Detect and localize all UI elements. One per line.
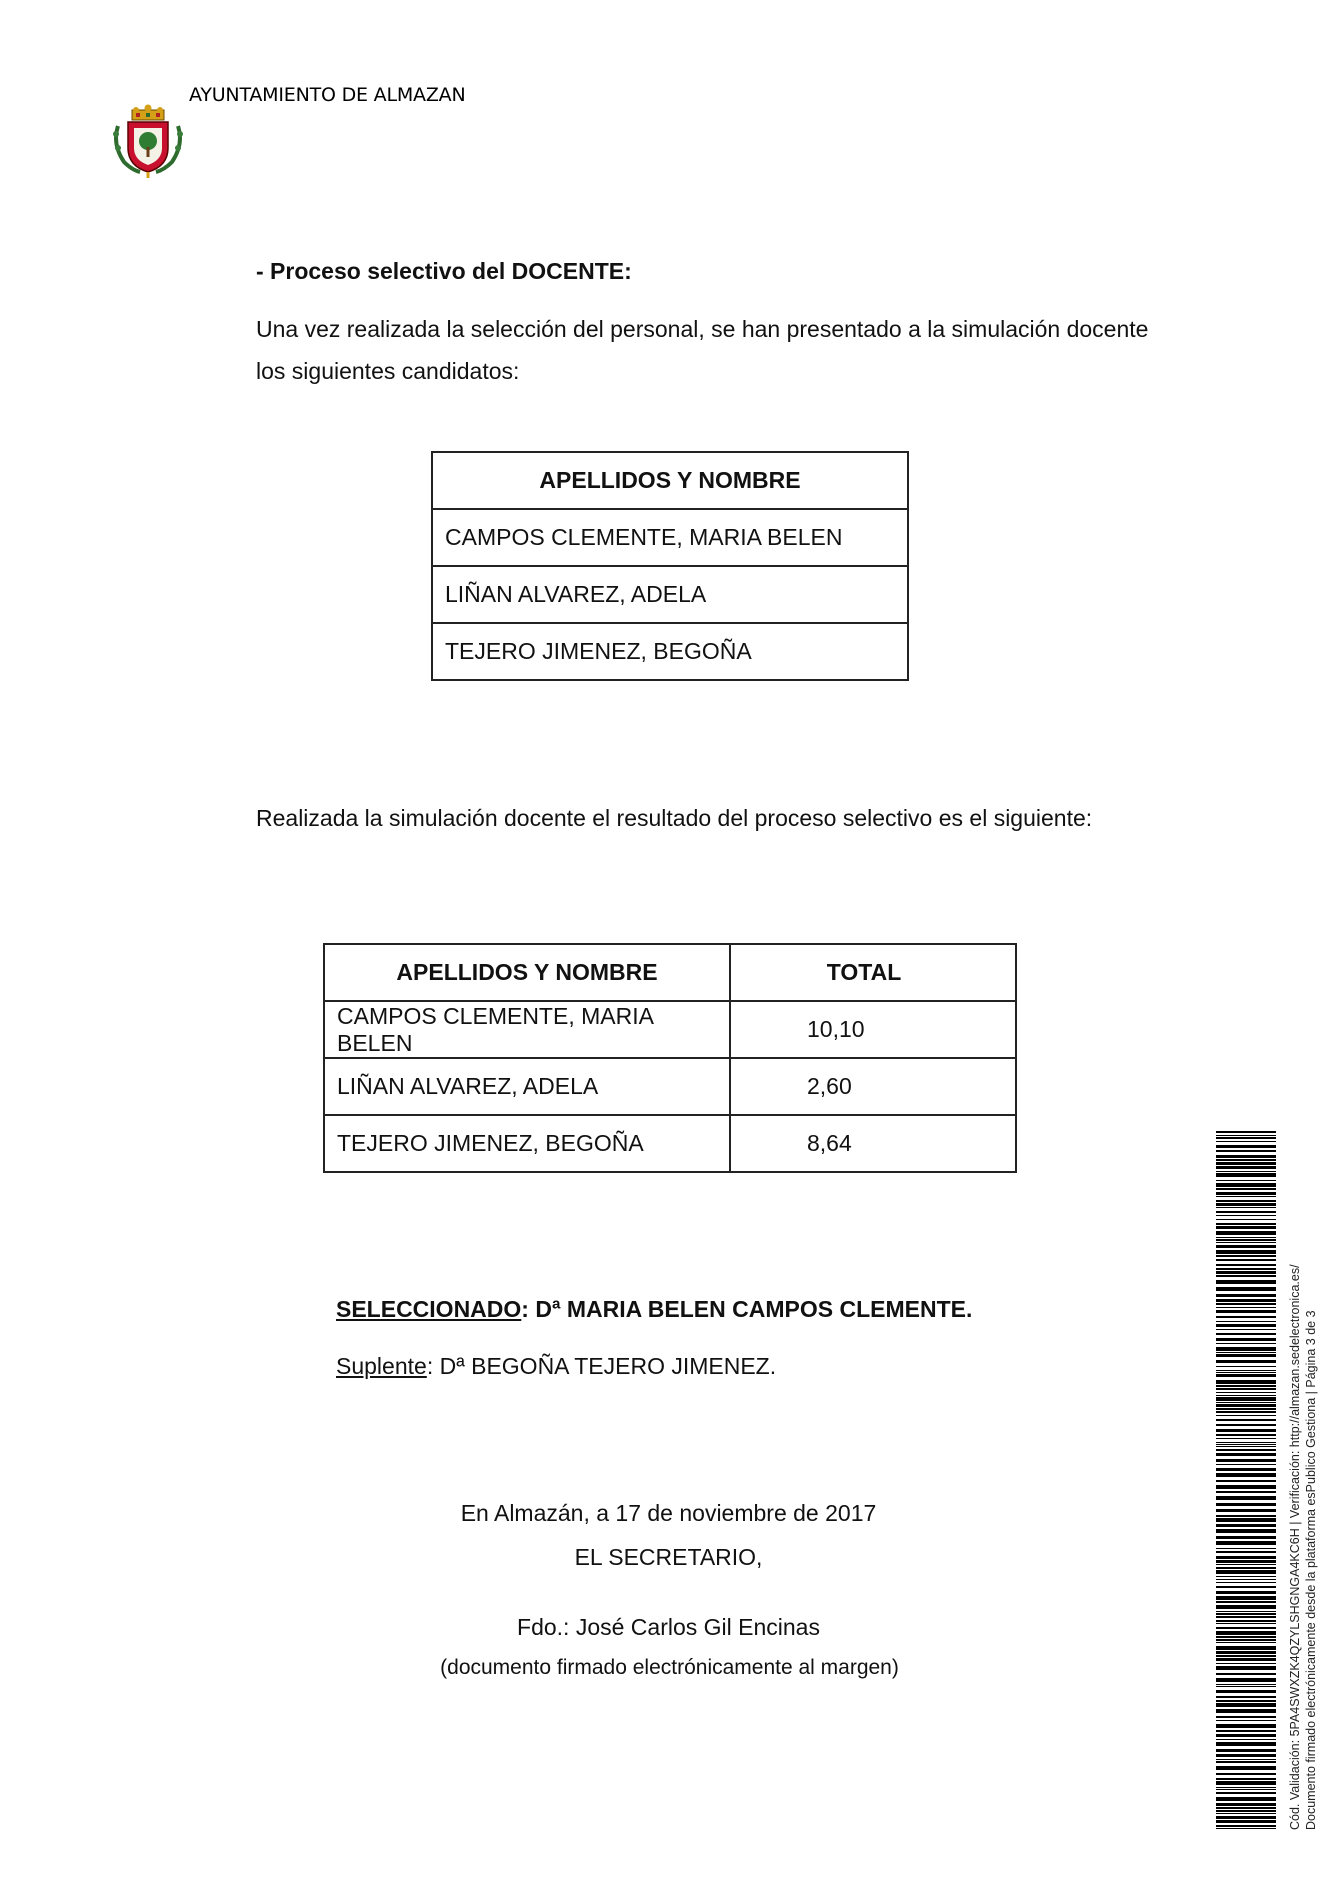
barcode-bar [1216,1173,1276,1177]
result-name: LIÑAN ALVAREZ, ADELA [324,1058,730,1115]
verification-text [1287,1210,1319,1830]
result-paragraph: Realizada la simulación docente el resultado del proceso selectivo es el siguiente: [256,805,1093,831]
barcode-bar [1216,1491,1276,1493]
barcode-bar [1216,1338,1276,1341]
barcode-bar [1216,1551,1276,1553]
barcode-bar [1216,1678,1276,1682]
barcode-bar [1216,1803,1276,1806]
barcode-bar [1216,1548,1276,1549]
barcode-bar [1216,1690,1276,1693]
barcode-bar [1216,1411,1276,1413]
barcode-bar [1216,1354,1276,1357]
barcode-bar [1216,1250,1276,1254]
barcode-bar [1216,1438,1276,1439]
barcode [1216,1131,1276,1831]
barcode-bar [1216,1392,1276,1393]
barcode-bar [1216,1673,1276,1675]
barcode-bar [1216,1556,1276,1559]
barcode-bar [1216,1739,1276,1740]
barcode-bar [1216,1374,1276,1377]
barcode-bar [1216,1307,1276,1308]
barcode-bar [1216,1586,1276,1588]
barcode-bar [1216,1219,1276,1220]
barcode-bar [1216,1245,1276,1248]
barcode-bar [1216,1620,1276,1622]
barcode-bar [1216,1226,1276,1229]
barcode-bar [1216,1773,1276,1775]
barcode-bar [1216,1646,1276,1650]
table-row [432,623,908,680]
barcode-bar [1216,1730,1276,1732]
barcode-bar [1216,1720,1276,1721]
barcode-bar [1216,1429,1276,1432]
result-name: TEJERO JIMENEZ, BEGOÑA [324,1115,730,1172]
substitute-candidate [336,1353,776,1380]
barcode-bar [1216,1627,1276,1629]
barcode-bar [1216,1264,1276,1266]
barcode-bar [1216,1424,1276,1426]
intro-paragraph: Una vez realizada la selección del personal, se han presentado a la simulación docente los siguientes candidatos: [256,316,1149,384]
barcode-bar [1216,1434,1276,1436]
barcode-bar [1216,1613,1276,1615]
barcode-bar [1216,1183,1276,1187]
barcode-bar [1216,1766,1276,1770]
barcode-bar [1216,1503,1276,1506]
substitute-label: Suplente [336,1353,427,1379]
column-header-name: APELLIDOS Y NOMBRE [324,944,730,1001]
barcode-bar [1216,1709,1276,1713]
barcode-bar [1216,1686,1276,1687]
barcode-bar [1216,1716,1276,1718]
barcode-bar [1216,1579,1276,1580]
table-row [432,566,908,623]
barcode-bar [1216,1145,1276,1148]
barcode-bar [1216,1570,1276,1574]
verification-line-1: Cód. Validación: 5PA4SWXZK4QZYLSHGNGA4KC6H | Verificación: http://almazan.sedelectronica.es/ [1288,1264,1302,1830]
barcode-bar [1216,1639,1276,1641]
barcode-bar [1216,1380,1276,1384]
barcode-bar [1216,1658,1276,1661]
barcode-bar [1216,1810,1276,1812]
table-row [324,1115,1016,1172]
barcode-bar [1216,1192,1276,1195]
barcode-bar [1216,1343,1276,1344]
barcode-bar [1216,1294,1276,1297]
barcode-bar [1216,1446,1276,1447]
barcode-bar [1216,1666,1276,1670]
barcode-bar [1216,1591,1276,1594]
barcode-bar [1216,1271,1276,1274]
barcode-bar [1216,1372,1276,1373]
barcode-bar [1216,1419,1276,1421]
barcode-bar [1216,1442,1276,1443]
barcode-bar [1216,1611,1276,1612]
results-table [323,943,1017,1173]
barcode-bar [1216,1395,1276,1396]
candidates-table [431,451,909,681]
barcode-bar [1216,1135,1276,1136]
barcode-bar [1216,1778,1276,1780]
column-header-name: APELLIDOS Y NOMBRE [432,452,908,509]
barcode-bar [1216,1415,1276,1416]
signature-line: Fdo.: José Carlos Gil Encinas [517,1614,820,1640]
barcode-bar [1216,1663,1276,1664]
barcode-bar [1216,1303,1276,1305]
barcode-bar [1216,1529,1276,1533]
barcode-bar [1216,1180,1276,1181]
organization-name: AYUNTAMIENTO DE ALMAZAN [189,84,466,106]
barcode-bar [1216,1651,1276,1654]
barcode-bar [1216,1496,1276,1500]
barcode-bar [1216,1524,1276,1527]
barcode-bar [1216,1203,1276,1206]
barcode-bar [1216,1402,1276,1403]
barcode-bar [1216,1370,1276,1371]
barcode-bar [1216,1211,1276,1213]
barcode-bar [1216,1828,1276,1829]
barcode-bar [1216,1596,1276,1600]
barcode-bar [1216,1444,1276,1445]
barcode-bar [1216,1171,1276,1172]
barcode-bar [1216,1518,1276,1522]
barcode-bar [1216,1408,1276,1410]
barcode-bar [1216,1237,1276,1238]
table-row [324,1001,1016,1058]
barcode-bar [1216,1761,1276,1763]
barcode-bar [1216,1734,1276,1737]
barcode-bar [1216,1404,1276,1407]
barcode-bar [1216,1789,1276,1790]
table-row [324,1058,1016,1115]
barcode-bar [1216,1724,1276,1728]
barcode-bar [1216,1223,1276,1225]
barcode-bar [1216,1696,1276,1698]
result-total: 2,60 [730,1058,1016,1115]
barcode-bar [1216,1464,1276,1465]
barcode-bar [1216,1239,1276,1241]
barcode-bar [1216,1742,1276,1746]
result-total: 10,10 [730,1001,1016,1058]
barcode-bar [1216,1280,1276,1284]
barcode-bar [1216,1541,1276,1545]
barcode-bar [1216,1159,1276,1161]
barcode-bar [1216,1449,1276,1451]
barcode-bar [1216,1231,1276,1235]
barcode-bar [1216,1141,1276,1142]
barcode-bar [1216,1473,1276,1477]
barcode-bar [1216,1582,1276,1583]
barcode-bar [1216,1137,1276,1139]
barcode-bar [1216,1347,1276,1351]
barcode-bar [1216,1631,1276,1635]
barcode-bar [1216,1797,1276,1801]
barcode-bar [1216,1480,1276,1482]
barcode-bar [1216,1703,1276,1707]
barcode-bar [1216,1787,1276,1788]
barcode-bar [1216,1781,1276,1785]
barcode-bar [1216,1813,1276,1814]
barcode-bar [1216,1616,1276,1618]
result-total: 8,64 [730,1115,1016,1172]
barcode-bar [1216,1188,1276,1190]
barcode-bar [1216,1207,1276,1208]
column-header-total: TOTAL [730,944,1016,1001]
barcode-bar [1216,1509,1276,1512]
barcode-bar [1216,1299,1276,1302]
selected-candidate [336,1296,972,1323]
barcode-bar [1216,1453,1276,1456]
barcode-bar [1216,1820,1276,1823]
barcode-bar [1216,1287,1276,1291]
barcode-bar [1216,1655,1276,1657]
barcode-bar [1216,1754,1276,1757]
barcode-bar [1216,1807,1276,1809]
barcode-bar [1216,1162,1276,1165]
barcode-bar [1216,1576,1276,1577]
barcode-bar [1216,1468,1276,1471]
barcode-bar [1216,1242,1276,1243]
barcode-bar [1216,1560,1276,1563]
barcode-bar [1216,1360,1276,1363]
substitute-value: : Dª BEGOÑA TEJERO JIMENEZ. [426,1353,777,1379]
barcode-bar [1216,1749,1276,1752]
barcode-bar [1216,1324,1276,1327]
verification-line-2: Documento firmado electrónicamente desde la plataforma esPublico Gestiona | Página 3 de 3 [1304,1310,1318,1830]
barcode-bar [1216,1397,1276,1401]
table-header-row [324,944,1016,1001]
section-heading: - Proceso selectivo del DOCENTE: [256,258,632,284]
result-name: CAMPOS CLEMENTE, MARIA BELEN [324,1001,730,1058]
table-header-row [432,452,908,509]
barcode-bar [1216,1131,1276,1133]
barcode-bar [1216,1200,1276,1202]
selected-label: SELECCIONADO [336,1296,522,1322]
signature-note: (documento firmado electrónicamente al margen) [440,1656,899,1679]
candidate-name: TEJERO JIMENEZ, BEGOÑA [432,623,908,680]
barcode-bar [1216,1155,1276,1158]
place-date: En Almazán, a 17 de noviembre de 2017 [460,1500,877,1526]
barcode-bar [1216,1485,1276,1489]
barcode-bar [1216,1259,1276,1261]
barcode-bar [1216,1321,1276,1322]
barcode-bar [1216,1215,1276,1216]
barcode-bar [1216,1567,1276,1569]
barcode-bar [1216,1255,1276,1257]
table-row [432,509,908,566]
barcode-bar [1216,1515,1276,1517]
barcode-bar [1216,1792,1276,1794]
barcode-bar [1216,1623,1276,1624]
barcode-bar [1216,1564,1276,1565]
signatory-role: EL SECRETARIO, [574,1544,763,1570]
barcode-bar [1216,1684,1276,1685]
barcode-bar [1216,1388,1276,1390]
barcode-bar [1216,1636,1276,1638]
barcode-bar [1216,1816,1276,1819]
barcode-bar [1216,1605,1276,1609]
barcode-bar [1216,1536,1276,1539]
barcode-bar [1216,1329,1276,1330]
selected-value: : Dª MARIA BELEN CAMPOS CLEMENTE. [521,1296,973,1322]
coat-of-arms-logo [110,104,186,180]
barcode-bar [1216,1268,1276,1270]
barcode-bar [1216,1385,1276,1387]
barcode-bar [1216,1275,1276,1277]
candidate-name: LIÑAN ALVAREZ, ADELA [432,566,908,623]
barcode-bar [1216,1333,1276,1335]
barcode-bar [1216,1366,1276,1367]
barcode-bar [1216,1642,1276,1643]
barcode-bar [1216,1150,1276,1152]
barcode-bar [1216,1601,1276,1603]
barcode-bar [1216,1166,1276,1169]
barcode-bar [1216,1352,1276,1353]
barcode-bar [1216,1316,1276,1318]
barcode-bar [1216,1759,1276,1760]
barcode-bar [1216,1196,1276,1197]
barcode-bar [1216,1825,1276,1827]
barcode-bar [1216,1310,1276,1313]
candidate-name: CAMPOS CLEMENTE, MARIA BELEN [432,509,908,566]
barcode-bar [1216,1700,1276,1702]
barcode-bar [1216,1459,1276,1462]
